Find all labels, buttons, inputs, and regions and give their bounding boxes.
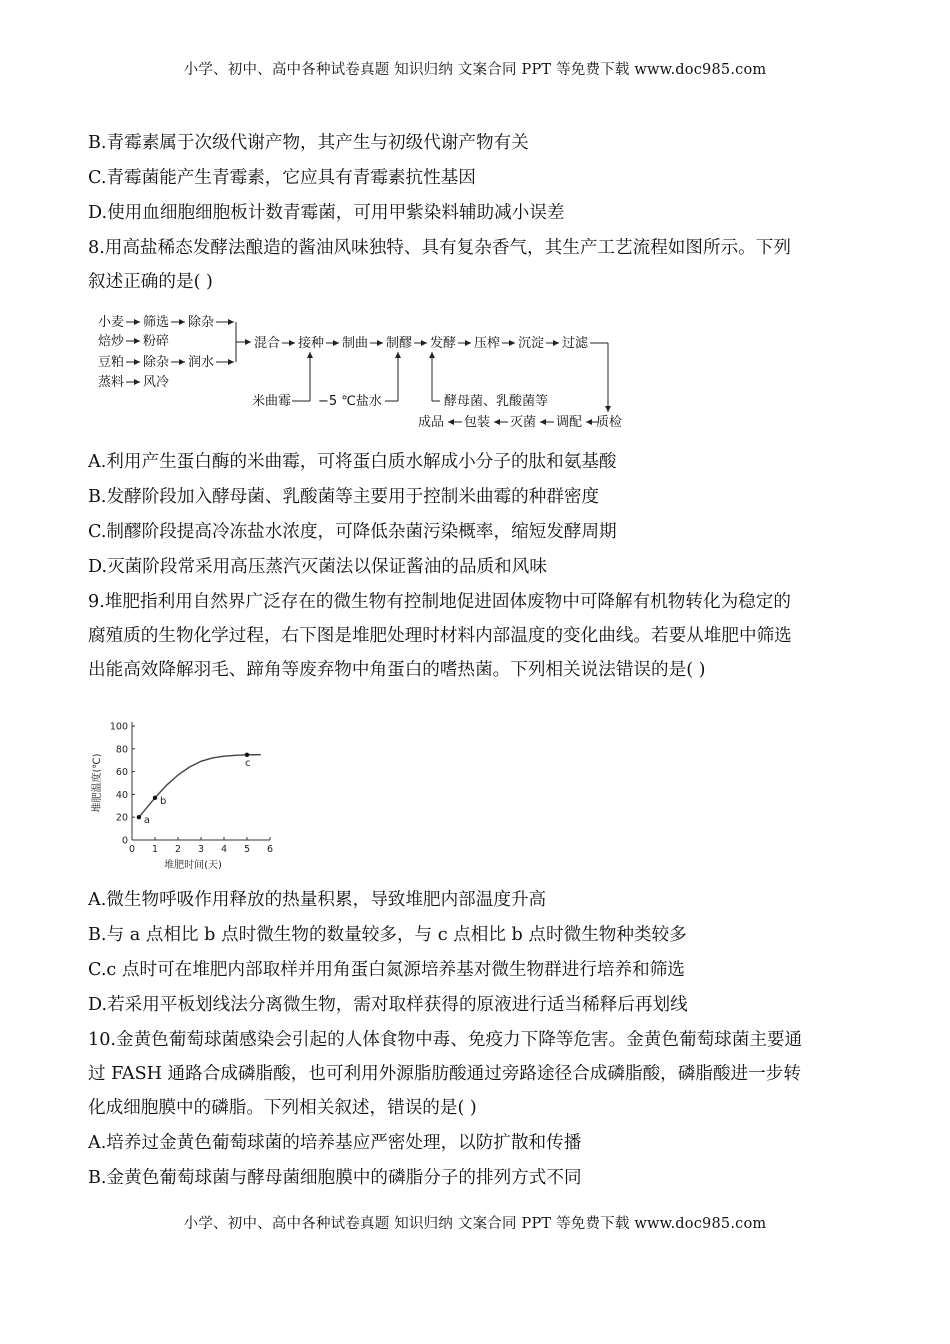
point-label-b: b (160, 795, 167, 807)
flow-main-2: 制曲 (342, 336, 369, 351)
flow-yeast: 酵母菌、乳酸菌等 (444, 394, 549, 409)
y-tick-label: 100 (109, 721, 128, 733)
y-tick-label: 0 (121, 835, 128, 847)
flow-main-5: 压榨 (474, 336, 501, 351)
flow-r1-0: 小麦 (98, 315, 125, 330)
q7-option-b: B.青霉素属于次级代谢产物，其产生与初级代谢产物有关 (88, 133, 529, 153)
x-tick-label: 3 (198, 844, 205, 855)
flow-main-0: 混合 (254, 336, 281, 351)
q9-temperature-chart (88, 716, 278, 872)
flow-r2-0: 焙炒 (98, 334, 125, 349)
flow-bottom-1: 包装 (464, 415, 491, 430)
point-a (137, 815, 141, 819)
flow-r1-2: 除杂 (188, 315, 215, 330)
q8-process-flowchart (96, 308, 626, 434)
y-tick-label: 20 (115, 812, 128, 824)
q7-option-d: D.使用血细胞细胞板计数青霉菌，可用甲紫染料辅助减小误差 (88, 203, 565, 223)
q10-option-a: A.培养过金黄色葡萄球菌的培养基应严密处理，以防扩散和传播 (88, 1133, 582, 1153)
flow-main-3: 制醪 (386, 336, 413, 351)
flow-main-7: 过滤 (562, 336, 589, 351)
flow-input-0: 米曲霉 (252, 394, 292, 409)
q9-option-a: A.微生物呼吸作用释放的热量积累，导致堆肥内部温度升高 (88, 890, 547, 910)
point-label-a: a (143, 815, 151, 827)
q10-stem-line2: 过 FASH 通路合成磷脂酸，也可利用外源脂肪酸通过旁路途径合成磷脂酸，磷脂酸进一步转 (88, 1064, 801, 1084)
point-label-c: c (245, 757, 251, 769)
point-b (153, 796, 157, 800)
q9-option-b: B.与 a 点相比 b 点时微生物的数量较多，与 c 点相比 b 点时微生物种类较多 (88, 925, 687, 945)
flow-r3-2: 润水 (188, 355, 215, 370)
flow-r2-1: 粉碎 (143, 334, 170, 349)
q9-stem-line3: 出能高效降解羽毛、蹄角等废弃物中角蛋白的嗜热菌。下列相关说法错误的是( ) (88, 660, 706, 680)
flow-r3-0: 豆粕 (98, 355, 125, 370)
flow-main-1: 接种 (298, 336, 325, 351)
flow-bottom-2: 灭菌 (510, 415, 537, 430)
q10-stem-line1: 10.金黄色葡萄球菌感染会引起的人体食物中毒、免疫力下降等危害。金黄色葡萄球菌主要通 (88, 1030, 803, 1050)
y-axis-label: 堆肥温度(℃) (92, 753, 103, 813)
flow-input-1: −5 ℃盐水 (318, 394, 382, 409)
q7-option-c: C.青霉菌能产生青霉素，它应具有青霉素抗性基因 (88, 168, 476, 188)
flow-main-6: 沉淀 (518, 336, 545, 351)
x-tick-label: 1 (152, 844, 159, 855)
y-tick-label: 80 (115, 744, 128, 756)
flow-r1-1: 筛选 (143, 315, 170, 330)
x-tick-label: 4 (221, 844, 228, 855)
flow-r4-1: 风冷 (143, 375, 170, 390)
flow-r3-1: 除杂 (143, 355, 170, 370)
y-tick-label: 60 (115, 767, 128, 779)
q9-stem-line2: 腐殖质的生物化学过程，右下图是堆肥处理时材料内部温度的变化曲线。若要从堆肥中筛选 (88, 626, 792, 646)
q9-option-c: C.c 点时可在堆肥内部取样并用角蛋白氮源培养基对微生物群进行培养和筛选 (88, 960, 685, 980)
x-axis-label: 堆肥时间(天) (164, 860, 222, 871)
q10-stem-line3: 化成细胞膜中的磷脂。下列相关叙述，错误的是( ) (88, 1098, 477, 1118)
point-c (245, 753, 249, 757)
flow-main-4: 发酵 (430, 336, 457, 351)
q8-stem-line2: 叙述正确的是( ) (88, 272, 213, 292)
temperature-curve (139, 755, 261, 818)
q8-stem-line1: 8.用高盐稀态发酵法酿造的酱油风味独特、具有复杂香气，其生产工艺流程如图所示。下列 (88, 238, 791, 258)
x-tick-label: 0 (129, 844, 136, 855)
flow-r4-0: 蒸料 (98, 375, 125, 390)
q8-option-c: C.制醪阶段提高冷冻盐水浓度，可降低杂菌污染概率，缩短发酵周期 (88, 522, 617, 542)
q10-option-b: B.金黄色葡萄球菌与酵母菌细胞膜中的磷脂分子的排列方式不同 (88, 1168, 582, 1188)
q8-option-d: D.灭菌阶段常采用高压蒸汽灭菌法以保证酱油的品质和风味 (88, 557, 547, 577)
x-tick-label: 2 (175, 844, 182, 855)
page-header: 小学、初中、高中各种试卷真题 知识归纳 文案合同 PPT 等免费下载 www.doc985.com (183, 62, 767, 78)
flow-bottom-4: 质检 (596, 415, 623, 430)
flow-bottom-3: 调配 (556, 415, 583, 430)
q9-stem-line1: 9.堆肥指利用自然界广泛存在的微生物有控制地促进固体废物中可降解有机物转化为稳定的 (88, 592, 791, 612)
x-tick-label: 5 (244, 844, 251, 855)
q8-option-b: B.发酵阶段加入酵母菌、乳酸菌等主要用于控制米曲霉的种群密度 (88, 487, 600, 507)
y-tick-label: 40 (115, 789, 128, 801)
page-footer: 小学、初中、高中各种试卷真题 知识归纳 文案合同 PPT 等免费下载 www.doc985.com (183, 1216, 767, 1232)
q9-option-d: D.若采用平板划线法分离微生物，需对取样获得的原液进行适当稀释后再划线 (88, 995, 688, 1015)
q8-option-a: A.利用产生蛋白酶的米曲霉，可将蛋白质水解成小分子的肽和氨基酸 (88, 452, 617, 472)
flow-bottom-0: 成品 (418, 415, 445, 430)
x-tick-label: 6 (267, 844, 274, 855)
